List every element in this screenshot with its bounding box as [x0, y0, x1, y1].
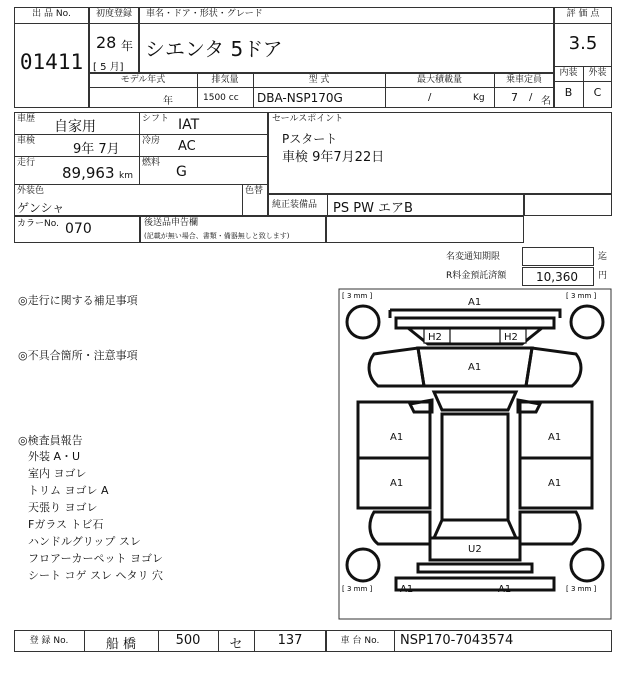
- capacity-separator: /: [529, 92, 533, 103]
- usage-value: 自家用: [54, 119, 96, 135]
- recycle-label: R料金預託済額: [446, 271, 507, 281]
- model-code-label: 型 式: [308, 75, 330, 85]
- tire-front-right-depth: [ 3 mm ]: [566, 292, 597, 300]
- recolor-label: 色替: [245, 186, 264, 196]
- lot-number-label: 出 品 No.: [32, 9, 71, 19]
- code-hood: A1: [468, 362, 482, 373]
- capacity-unit: 名: [541, 96, 551, 107]
- blank-box: [326, 216, 524, 243]
- registration-class: 500: [175, 633, 201, 648]
- code-front-bumper: A1: [468, 297, 482, 308]
- vehicle-damage-diagram: [338, 288, 612, 620]
- interior-grade: B: [564, 86, 573, 99]
- code-rear-bumper-right: A1: [498, 584, 512, 595]
- model-year-label: モデル年式: [120, 75, 166, 85]
- roof: [442, 414, 508, 520]
- lot-number: 01411: [19, 50, 84, 74]
- aftermarket-note: (記載が無い場合、書類・備器無しと致します): [144, 232, 290, 240]
- first-registration-year: 28: [96, 33, 117, 52]
- driving-notes-label: ◎走行に関する補足事項: [18, 294, 138, 307]
- capacity-label: 乗車定員: [505, 75, 542, 85]
- year-unit: 年: [121, 39, 134, 53]
- defects-notes-label: ◎不具合箇所・注意事項: [18, 349, 138, 362]
- right-front-door: [520, 402, 592, 458]
- color-number: 070: [65, 221, 92, 237]
- registration-area: 船 橋: [105, 637, 137, 652]
- mileage-value: 89,963: [62, 164, 115, 182]
- sales-point-line-2: 車検 9年7月22日: [282, 150, 385, 165]
- code-right-rear-door: A1: [548, 478, 562, 489]
- usage-label: 車歴: [17, 114, 36, 124]
- rear-bumper: [418, 564, 532, 572]
- fuel-value: G: [176, 164, 187, 180]
- tire-front-left-depth: [ 3 mm ]: [342, 292, 373, 300]
- exterior-grade: C: [593, 86, 602, 99]
- capacity-value: 7: [511, 91, 518, 104]
- name-change-box: [522, 247, 594, 266]
- tire-rear-right-depth: [ 3 mm ]: [566, 585, 597, 593]
- max-load-unit: Kg: [473, 93, 485, 103]
- sales-points-label: セールスポイント: [272, 114, 344, 124]
- code-rear-bumper-left: A1: [400, 584, 414, 595]
- inspector-report-line: 天張り ヨゴレ: [28, 501, 98, 514]
- sales-point-line-1: Pスタート: [282, 132, 338, 146]
- tire-rear-left: [347, 549, 379, 581]
- inspector-report-line: ハンドルグリップ スレ: [28, 535, 141, 548]
- windshield: [434, 392, 516, 410]
- aftermarket-label: 後送品申告欄: [144, 218, 199, 228]
- front-left-fender: [369, 348, 424, 386]
- equipment-label: 純正装備品: [272, 200, 318, 210]
- inspection-value: 9年 7月: [73, 142, 120, 157]
- max-load-value: /: [428, 92, 432, 103]
- code-left-rear-door: A1: [390, 478, 404, 489]
- recycle-unit: 円: [598, 271, 608, 281]
- right-rear-quarter: [520, 512, 580, 544]
- inspector-report-line: 外装 A・U: [28, 450, 81, 463]
- name-change-unit: 迄: [598, 252, 608, 262]
- score-value: 3.5: [568, 33, 598, 54]
- first-registration-month: [ 5 月]: [93, 62, 124, 73]
- shift-value: IAT: [178, 117, 200, 133]
- rear-window: [434, 520, 516, 538]
- tire-front-left: [347, 306, 379, 338]
- front-bumper-lower: [396, 318, 554, 328]
- rear-bumper-lower: [396, 578, 554, 590]
- ac-label: 冷房: [142, 136, 161, 146]
- code-headlight-right: H2: [504, 332, 518, 343]
- tire-rear-left-depth: [ 3 mm ]: [342, 585, 373, 593]
- code-rear-gate: U2: [468, 544, 482, 555]
- mileage-label: 走行: [17, 158, 36, 168]
- tire-rear-right: [571, 549, 603, 581]
- left-front-door: [358, 402, 430, 458]
- inspector-report-line: Fガラス トビ石: [28, 518, 104, 531]
- recycle-value: 10,360: [536, 270, 578, 284]
- inspector-report-line: シート コゲ スレ ヘタリ 穴: [28, 569, 163, 582]
- registration-number-label: 登 録 No.: [29, 636, 69, 646]
- inspection-label: 車検: [17, 136, 36, 146]
- exterior-grade-label: 外装: [588, 68, 607, 78]
- name-change-label: 名変通知期限: [446, 252, 501, 262]
- color-value: ゲンシャ: [17, 201, 65, 215]
- fuel-label: 燃料: [142, 158, 161, 168]
- inspector-report-line: 室内 ヨゴレ: [28, 467, 87, 480]
- score-label: 評 価 点: [566, 9, 600, 19]
- inspector-report-label: ◎検査員報告: [18, 434, 83, 447]
- registration-number: 137: [277, 633, 303, 648]
- equipment-value: PS PW エアB: [333, 201, 413, 216]
- ac-value: AC: [178, 139, 196, 154]
- inspector-report-line: トリム ヨゴレ A: [28, 484, 109, 497]
- tire-front-right: [571, 306, 603, 338]
- code-left-front-door: A1: [390, 432, 404, 443]
- color-number-label: カラーNo.: [17, 219, 59, 229]
- inspector-report-line: フロアーカーペット ヨゴレ: [28, 552, 163, 565]
- first-registration-label: 初度登録: [95, 9, 132, 19]
- code-right-front-door: A1: [548, 432, 562, 443]
- car-name-label: 車名・ドア・形状・グレード: [146, 9, 263, 19]
- registration-kana: セ: [229, 637, 243, 652]
- interior-grade-label: 内装: [559, 68, 578, 78]
- shift-label: シフト: [142, 114, 170, 124]
- chassis-number-label: 車 台 No.: [340, 636, 380, 646]
- displacement-label: 排気量: [211, 75, 239, 85]
- model-year-unit: 年: [163, 96, 173, 107]
- equipment-extra-box: [524, 194, 612, 216]
- chassis-number: NSP170-7043574: [400, 633, 514, 648]
- color-label: 外装色: [17, 186, 45, 196]
- displacement: 1500 cc: [203, 93, 239, 103]
- left-rear-quarter: [370, 512, 430, 544]
- model-code: DBA-NSP170G: [257, 91, 343, 105]
- max-load-label: 最大積載量: [416, 75, 462, 85]
- code-headlight-left: H2: [428, 332, 442, 343]
- front-right-fender: [526, 348, 581, 386]
- mileage-unit: km: [119, 171, 133, 181]
- car-name: シエンタ 5ドア: [145, 37, 283, 61]
